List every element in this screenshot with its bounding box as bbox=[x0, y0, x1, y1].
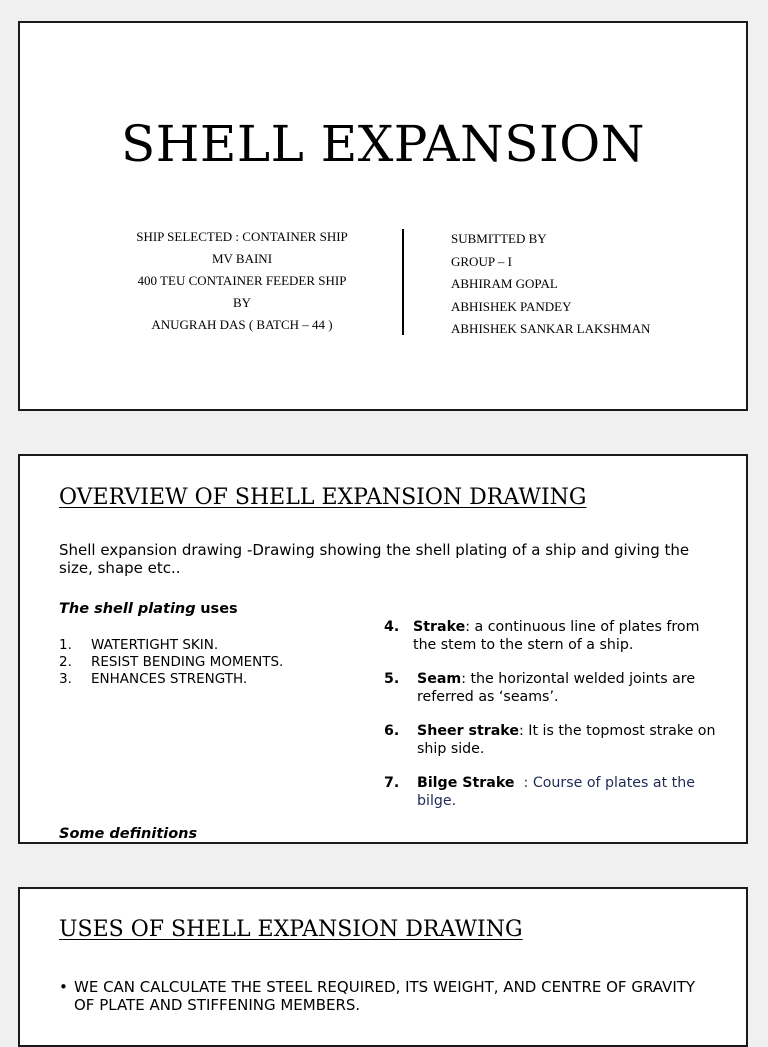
list-item bbox=[59, 671, 283, 688]
member-name: ABHIRAM GOPAL bbox=[451, 276, 558, 292]
bullet-item bbox=[59, 978, 719, 1014]
definition-text: : a continuous line of plates from the stem to the stern of a ship. bbox=[413, 619, 700, 653]
definition-item bbox=[384, 723, 724, 758]
definition-body bbox=[417, 671, 724, 706]
group-line: GROUP – I bbox=[451, 253, 512, 269]
definition-term: Sheer strake bbox=[417, 723, 519, 739]
list-number: 3. bbox=[59, 671, 72, 687]
definition-number: 7. bbox=[384, 775, 400, 791]
definition-item bbox=[384, 775, 724, 810]
overview-slide bbox=[18, 454, 748, 844]
definition-term: Strake bbox=[413, 619, 466, 635]
uses-title-subject: The shell plating bbox=[59, 601, 196, 617]
uses-title bbox=[59, 601, 238, 617]
bullet-text: WE CAN CALCULATE THE STEEL REQUIRED, ITS WEIGHT, AND CENTRE OF GRAVITY OF PLATE AND STIFFENING MEMBERS. bbox=[74, 978, 696, 1014]
ship-name-line: MV BAINI bbox=[211, 251, 273, 266]
list-item bbox=[59, 637, 283, 654]
list-number: 1. bbox=[59, 637, 72, 653]
ship-type-line: 400 TEU CONTAINER FEEDER SHIP bbox=[137, 273, 347, 288]
list-text: WATERTIGHT SKIN. bbox=[91, 637, 219, 653]
slide-heading: USES OF SHELL EXPANSION DRAWING bbox=[59, 917, 523, 942]
definition-term: Seam bbox=[417, 671, 462, 687]
definition-text: : It is the topmost strake on ship side. bbox=[417, 723, 716, 757]
list-text: RESIST BENDING MOMENTS. bbox=[91, 654, 284, 670]
vertical-divider bbox=[402, 229, 404, 335]
intro-paragraph: Shell expansion drawing -Drawing showing the shell plating of a ship and giving the size, shape etc.. bbox=[59, 541, 690, 577]
member-name: ABHISHEK SANKAR LAKSHMAN bbox=[451, 321, 651, 337]
definition-body bbox=[417, 775, 724, 810]
bullet-dot-icon: • bbox=[59, 978, 68, 996]
title-slide bbox=[18, 21, 748, 411]
definitions-list bbox=[384, 619, 724, 827]
ship-info-block bbox=[122, 226, 362, 336]
slide-title: SHELL EXPANSION bbox=[121, 115, 645, 173]
definition-term: Bilge Strake bbox=[417, 775, 515, 791]
definition-body bbox=[417, 723, 724, 758]
uses-list bbox=[59, 637, 283, 688]
submitted-by-block bbox=[451, 228, 650, 341]
slide-heading: OVERVIEW OF SHELL EXPANSION DRAWING bbox=[59, 485, 587, 510]
some-definitions-label: Some definitions bbox=[59, 826, 198, 842]
uses-title-word: uses bbox=[200, 601, 238, 617]
list-text: ENHANCES STRENGTH. bbox=[91, 671, 248, 687]
member-name: ABHISHEK PANDEY bbox=[451, 298, 572, 314]
ship-selected-line: SHIP SELECTED : CONTAINER SHIP bbox=[136, 229, 348, 244]
uses-slide bbox=[18, 887, 748, 1047]
definition-text: : Course of plates at the bilge. bbox=[417, 775, 700, 809]
submitted-by-label: SUBMITTED BY bbox=[451, 231, 547, 246]
definition-item bbox=[384, 619, 724, 654]
author-line: ANUGRAH DAS ( BATCH – 44 ) bbox=[151, 317, 333, 332]
list-number: 2. bbox=[59, 654, 72, 670]
definition-number: 4. bbox=[384, 619, 400, 635]
definition-number: 5. bbox=[384, 671, 400, 687]
definition-item bbox=[384, 671, 724, 706]
definition-number: 6. bbox=[384, 723, 400, 739]
by-line: BY bbox=[232, 295, 252, 310]
definition-body bbox=[413, 619, 724, 654]
definition-text: : the horizontal welded joints are referred as ‘seams’. bbox=[417, 671, 696, 705]
list-item bbox=[59, 654, 283, 671]
